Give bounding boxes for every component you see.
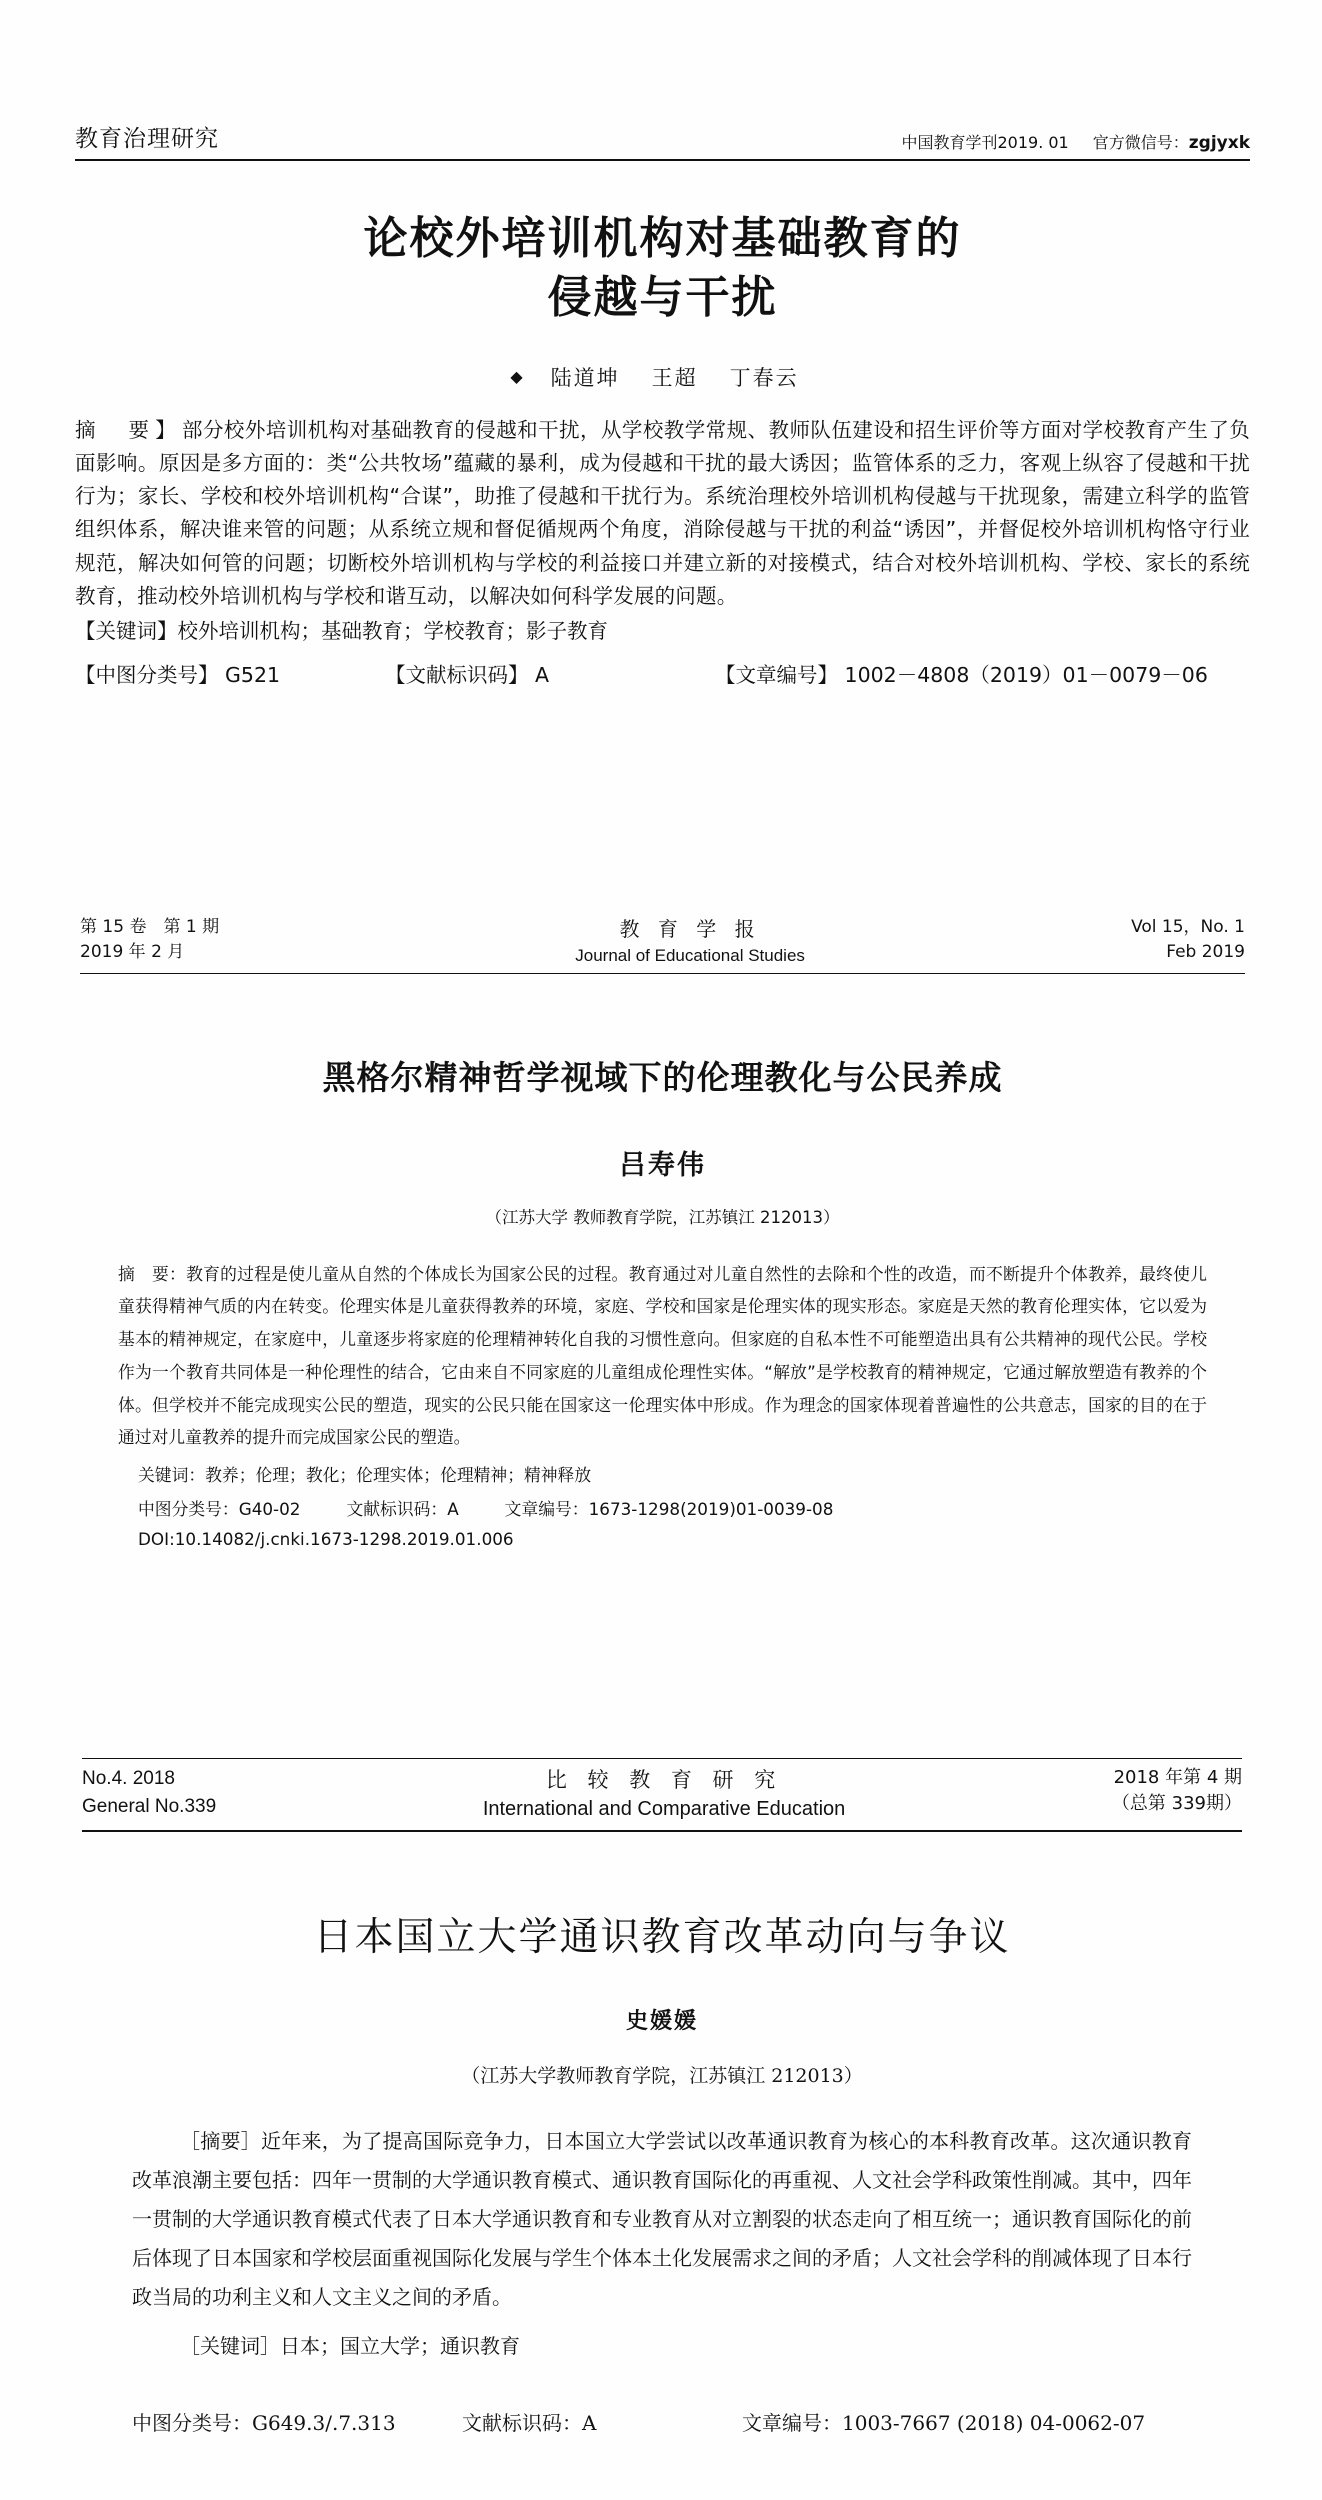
article-number-label: 文章编号： [504, 1499, 589, 1520]
article-number-label: 文章编号： [742, 2411, 842, 2436]
keywords-text: 校外培训机构；基础教育；学校教育；影子教育 [177, 619, 608, 643]
article-1-title [75, 209, 1250, 328]
article-number-value: 1003-7667 (2018) 04-0062-07 [842, 2411, 1146, 2436]
document-code-label: 文献标识码： [346, 1499, 448, 1520]
clc-label: 【中图分类号】 [75, 663, 219, 688]
abstract-text: 部分校外培训机构对基础教育的侵越和干扰，从学校教学常规、教师队伍建设和招生评价等方面对学校教育产生了负面影响。原因是多方面的：类“公共牧场”蕴藏的暴利，成为侵越和干扰的最大诱因；监管体系的乏力，客观上纵容了侵越和干扰行为；家长、学校和校外培训机构“合谋”，助推了侵越和干扰行为。系统治理校外培训机构侵越与干扰现象，需建立科学的监管组织体系，解决谁来管的问题；从系统立规和督促循规两个角度，消除侵越与干扰的利益“诱因”，并督促校外培训机构恪守行业规范，解决如何管的问题；切断校外培训机构与学校的利益接口并建立新的对接模式，结合对校外培训机构、学校、家长的系统教育，推动校外培训机构与学校和谐互动，以解决如何科学发展的问题。 [75, 417, 1251, 608]
article-number [505, 1494, 834, 1526]
keywords-label: ［关键词］ [180, 2334, 280, 2359]
clc-label: 中图分类号： [132, 2411, 252, 2436]
document-code-value: A [535, 663, 550, 688]
document-code-value: A [447, 1499, 459, 1520]
article-2-title: 黑格尔精神哲学视域下的伦理教化与公民养成 [322, 1057, 1003, 1097]
author-name: 丁春云 [729, 365, 799, 390]
clc-value: G649.3/.7.313 [252, 2411, 396, 2436]
keywords-text: 日本；国立大学；通识教育 [280, 2334, 520, 2359]
running-head-journal-info [901, 130, 1250, 153]
volume-issue-en: Vol 15，No. 1 Feb 2019 [1131, 917, 1245, 962]
article-1 [75, 120, 1250, 688]
article-3-running-head [82, 1758, 1242, 1832]
running-head-wechat [1093, 130, 1250, 153]
document-code-label: 【文献标识码】 [385, 663, 529, 688]
article-2-affiliation: （江苏大学 教师教育学院，江苏镇江 212013） [485, 1207, 840, 1227]
article-number-value: 1002－4808（2019）01－0079－06 [844, 663, 1208, 688]
journal-name-en: Journal of Educational Studies [575, 946, 805, 965]
article-2-doi: DOI:10.14082/j.cnki.1673-1298.2019.01.006 [138, 1528, 514, 1549]
article-2-author: 吕寿伟 [619, 1149, 706, 1181]
clc-number [132, 2407, 462, 2436]
wechat-id: zgjyxk [1188, 133, 1250, 153]
article-3-keywords [132, 2327, 1192, 2365]
abstract-label: ［摘要］ [180, 2129, 261, 2154]
journal-name-zh: 教 育 学 报 [619, 917, 761, 941]
issue-number-zh: 2018 年第 4 期 （总第 339期） [1111, 1767, 1242, 1815]
clc-number [138, 1494, 300, 1526]
keywords-text: 教养；伦理；教化；伦理实体；伦理精神；精神释放 [205, 1465, 592, 1486]
journal-name-zh: 比 较 教 育 研 究 [545, 1768, 783, 1792]
keywords-label: 【关键词】 [75, 619, 178, 643]
clc-number [75, 658, 385, 688]
journal-name [575, 915, 805, 969]
article-1-keywords [75, 615, 1250, 648]
volume-issue: 第 15 卷 第 1 期 2019 年 2 月 [80, 917, 220, 962]
article-3-author: 史媛媛 [625, 2008, 698, 2035]
article-1-running-head [75, 120, 1250, 161]
article-2 [80, 915, 1245, 1553]
article-3-title: 日本国立大学通识教育改革动向与争议 [313, 1915, 1011, 1961]
abstract-text: 教育的过程是使儿童从自然的个体成长为国家公民的过程。教育通过对儿童自然性的去除和个性的改造，而不断提升个体教养，最终使儿童获得精神气质的内在转变。伦理实体是儿童获得教养的环境，家庭、学校和国家是伦理实体的现实形态。家庭是天然的教育伦理实体，它以爱为基本的精神规定，在家庭中，儿童逐步将家庭的伦理精神转化自我的习惯性意向。但家庭的自私本性不可能塑造出具有公共精神的现代公民。学校作为一个教育共同体是一种伦理性的结合，它由来自不同家庭的儿童组成伦理性实体。“解放”是学校教育的精神规定，它通过解放塑造有教养的个体。但学校并不能完成现实公民的塑造，现实的公民只能在国家这一伦理实体中形成。作为理念的国家体现着普遍性的公共意志，国家的目的在于通过对儿童教养的提升而完成国家公民的塑造。 [118, 1263, 1207, 1448]
abstract-text: 近年来，为了提高国际竞争力，日本国立大学尝试以改革通识教育为核心的本科教育改革。这次通识教育改革浪潮主要包括：四年一贯制的大学通识教育模式、通识教育国际化的再重视、人文社会学科政策性削减。其中，四年一贯制的大学通识教育模式代表了日本大学通识教育和专业教育从对立割裂的状态走向了相互统一；通识教育国际化的前后体现了日本国家和学校层面重视国际化发展与学生个体本土化发展需求之间的矛盾；人文社会学科的削减体现了日本行政当局的功利主义和人文主义之间的矛盾。 [132, 2129, 1193, 2310]
article-number-value: 1673-1298(2019)01-0039-08 [588, 1499, 834, 1520]
article-3-affiliation: （江苏大学教师教育学院，江苏镇江 212013） [461, 2065, 863, 2088]
document-code [462, 2407, 742, 2436]
clc-value: G521 [225, 663, 281, 688]
running-head-section: 教育治理研究 [75, 126, 219, 152]
abstract-label: 摘 要】 [75, 417, 182, 442]
abstract-label: 摘 要： [118, 1263, 187, 1284]
journal-name-en: International and Comparative Education [482, 1798, 846, 1821]
diamond-icon: ◆ [510, 366, 525, 386]
article-number-label: 【文章编号】 [715, 663, 838, 688]
article-number [742, 2407, 1192, 2436]
clc-value: G40-02 [238, 1499, 301, 1520]
article-3-metadata [132, 2407, 1192, 2436]
article-2-metadata [138, 1494, 1207, 1526]
article-1-title-line-1: 论校外培训机构对基础教育的 [363, 213, 962, 264]
wechat-label: 官方微信号： [1092, 133, 1189, 152]
author-name: 陆道坤 [550, 365, 620, 390]
keywords-label: 关键词： [138, 1465, 206, 1486]
article-number [715, 658, 1250, 688]
document-code [346, 1494, 458, 1526]
article-1-metadata [75, 658, 1250, 688]
article-1-abstract [75, 414, 1250, 613]
document-code-label: 文献标识码： [462, 2411, 582, 2436]
document-code-value: A [582, 2411, 597, 2436]
article-1-authors [75, 362, 1250, 392]
journal-name [483, 1765, 845, 1824]
document-code [385, 658, 715, 688]
article-2-keywords [138, 1460, 1207, 1492]
article-3-abstract [132, 2122, 1192, 2317]
article-2-running-head [80, 915, 1245, 974]
article-3 [82, 1758, 1242, 2436]
author-name: 王超 [651, 365, 698, 390]
article-1-title-line-2: 侵越与干扰 [547, 272, 778, 324]
clc-label: 中图分类号： [138, 1499, 239, 1520]
running-head-journal: 中国教育学刊2019. 01 [901, 133, 1069, 152]
article-2-abstract [118, 1258, 1207, 1455]
issue-number: No.4. 2018 General No.339 [82, 1768, 217, 1817]
